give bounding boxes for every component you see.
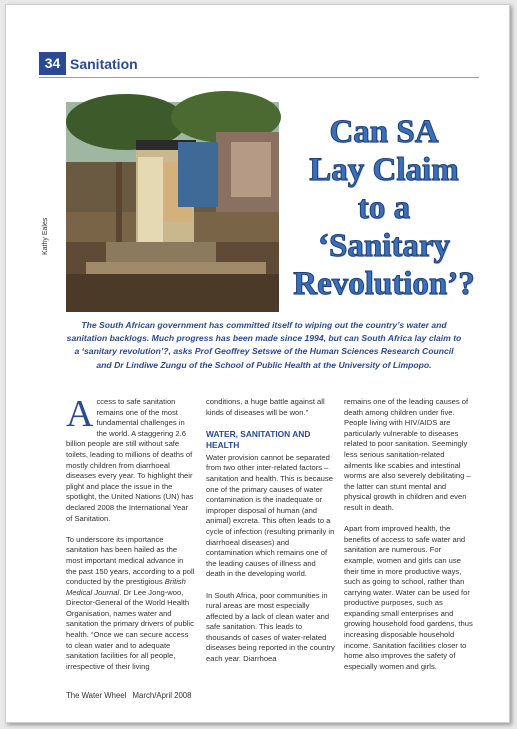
drop-cap: A [66, 393, 94, 435]
headline-line: ‘Sanitary [318, 228, 450, 264]
toilet-photo-illustration [66, 102, 279, 312]
body-paragraph: Apart from improved health, the benefits of access to safe water and sanitation are numerous. For example, women and girls can use their time in more productive ways, such as going to school, rather than carrying water. Water can be used for productive purposes, such as expanding small enterprises and growing household food gardens, thus increasing disposable household income. Sanitation facilities closer to home also improves the safety of especially women and girls. [344, 524, 473, 671]
body-paragraph: remains one of the leading causes of death among children under five. People living with HIV/AIDS are particularly vulnerable to diseases related to poor sanitation. Seemingly less serious sanitation-related ailments like scabies and intestinal worms are also severely debilitating – the latter can stunt mental and physical growth in children and even result in death. [344, 397, 471, 512]
headline-line: Can SA [329, 114, 439, 150]
magazine-page [5, 4, 510, 723]
body-column-3 [344, 397, 473, 683]
photo-credit: Kathy Eales [42, 217, 49, 255]
body-column-1 [66, 393, 195, 683]
body-column-2 [206, 397, 335, 675]
body-paragraph [66, 535, 195, 673]
body-paragraph: Water provision cannot be separated from two other inter-related factors – sanitation and health. This is because one of the primary causes of water contamination is the inadequate or improper disposal of human (and animal) excreta. This often leads to a cycle of infection (resulting primarily in diarrhoeal diseases) and contamination which remains one of the leading causes of illness and death in the developing world. [206, 452, 335, 579]
page-footer [66, 691, 191, 700]
article-standfirst: The South African government has committed itself to wiping out the country’s water and sanitation backlogs. Much progress has been made since 1994, but can South Africa lay claim to a ‘sanitary revolution’?, asks Prof Geoffrey Setswe of the Human Sciences Research Council and Dr Lindiwe Zungu of the School of Public Health at the University of Limpopo. [66, 320, 462, 370]
photo-caption: Much more needs to be done in South Africa to ensure communities have access to improved sanitation facilities. [129, 377, 324, 397]
paragraph-text: To underscore its importance sanitation has been hailed as the most important medical advance in the past 150 years, according to a poll conducted by the prestigious [66, 534, 195, 587]
section-title: Sanitation [70, 56, 138, 72]
section-subheading: WATER, SANITATION AND HEALTH [206, 428, 311, 450]
issue-date: March/April 2008 [132, 691, 192, 700]
footer-separator [128, 691, 130, 700]
headline-line: to a [357, 190, 411, 226]
header-rule [39, 77, 479, 78]
body-paragraph [66, 393, 195, 524]
journal-title: British Medical Journal [66, 577, 186, 597]
body-paragraph: In South Africa, poor communities in rural areas are most especially affected by a lack of clean water and safe sanitation. This leads to thousands of cases of water-related diseases being reported in the country each year. Diarrhoea [206, 590, 335, 664]
publication-name: The Water Wheel [66, 691, 127, 700]
paragraph-text: . Dr Lee Jong-woo, Director-General of the World Health Organisation, names water and sanitation the primary drivers of public health. “Once we can secure access to clean water and to adequate sanitation facilities for all people, irrespective of their living [66, 587, 194, 671]
page-number: 34 [39, 52, 66, 75]
paragraph-text: ccess to safe sanitation remains one of the most fundamental challenges in the world. A staggering 2.6 billion people are still without safe toilets, leading to millions of deaths of mostly children from diarrhoeal diseases every year. To highlight their plight and place the issue in the spotlight, the United Nations (UN) has declared 2008 the International Year of Sanitation. [66, 397, 194, 523]
headline-line: Lay Claim [309, 152, 459, 188]
body-paragraph: conditions, a huge battle against all kinds of diseases will be won.” [206, 397, 325, 417]
article-headline [289, 113, 479, 303]
headline-line: Revolution’? [293, 266, 475, 302]
